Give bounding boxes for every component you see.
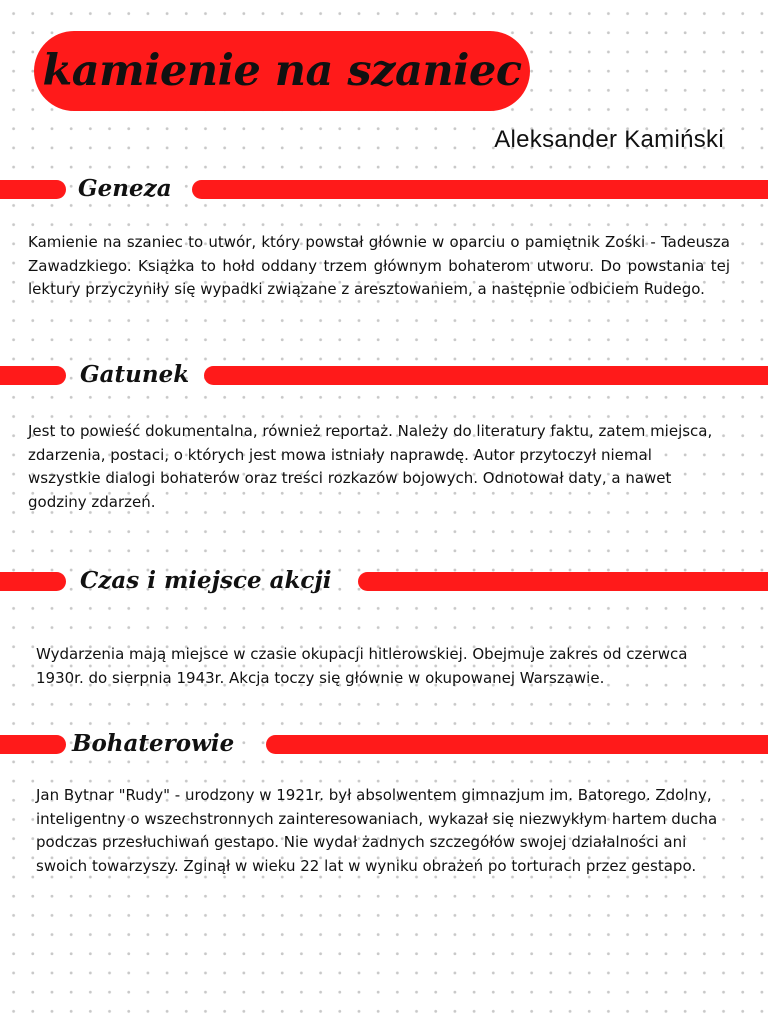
section-divider-right <box>266 735 768 754</box>
section-divider-left <box>0 366 66 385</box>
section-text-bohaterowie: Jan Bytnar "Rudy" - urodzony w 1921r. był absolwentem gimnazjum im. Batorego. Zdolny, inteligentny o wszechstronnych zainteresowaniach, wykazał się niezwykłym hartem ducha podczas przesłuchiwań gestapo. Nie wydał żadnych szczegółów swojej działalności ani swoich towarzyszy. Zginął w wieku 22 lat w wyniku obrażeń po torturach przez gestapo. <box>36 786 718 875</box>
section-text-geneza: Kamienie na szaniec to utwór, który powstał głównie w oparciu o pamiętnik Zośki - Tadeusza Zawadzkiego. Książka to hołd oddany trzem głównym bohaterom utworu. Do powstania tej lektury przyczyniły się wypadki związane z aresztowaniem, a następnie odbiciem Rudego. <box>28 233 730 298</box>
section-text-czas-i-miejsce: Wydarzenia mają miejsce w czasie okupacji hitlerowskiej. Obejmuje zakres od czerwca 1930r. do sierpnia 1943r. Akcja toczy się głównie w okupowanej Warszawie. <box>36 645 688 687</box>
section-divider-left <box>0 572 66 591</box>
author-name: Aleksander Kamiński <box>494 126 724 153</box>
section-heading-czas-i-miejsce: Czas i miejsce akcji <box>80 567 332 594</box>
section-divider-right <box>204 366 768 385</box>
page-title: kamienie na szaniec <box>42 46 522 96</box>
section-divider-right <box>358 572 768 591</box>
title-banner <box>34 31 530 111</box>
section-divider-right <box>192 180 768 199</box>
section-heading-geneza: Geneza <box>78 175 172 202</box>
section-heading-bohaterowie: Bohaterowie <box>72 730 235 757</box>
section-divider-left <box>0 735 66 754</box>
section-heading-gatunek: Gatunek <box>80 361 190 388</box>
section-text-gatunek: Jest to powieść dokumentalna, również reportaż. Należy do literatury faktu, zatem miejsca, zdarzenia, postaci, o których jest mowa istniały naprawdę. Autor przytoczył niemal wszystkie dialogi bohaterów oraz treści rozkazów bojowych. Odnotował daty, a nawet godziny zdarzeń. <box>28 422 713 511</box>
section-divider-left <box>0 180 66 199</box>
